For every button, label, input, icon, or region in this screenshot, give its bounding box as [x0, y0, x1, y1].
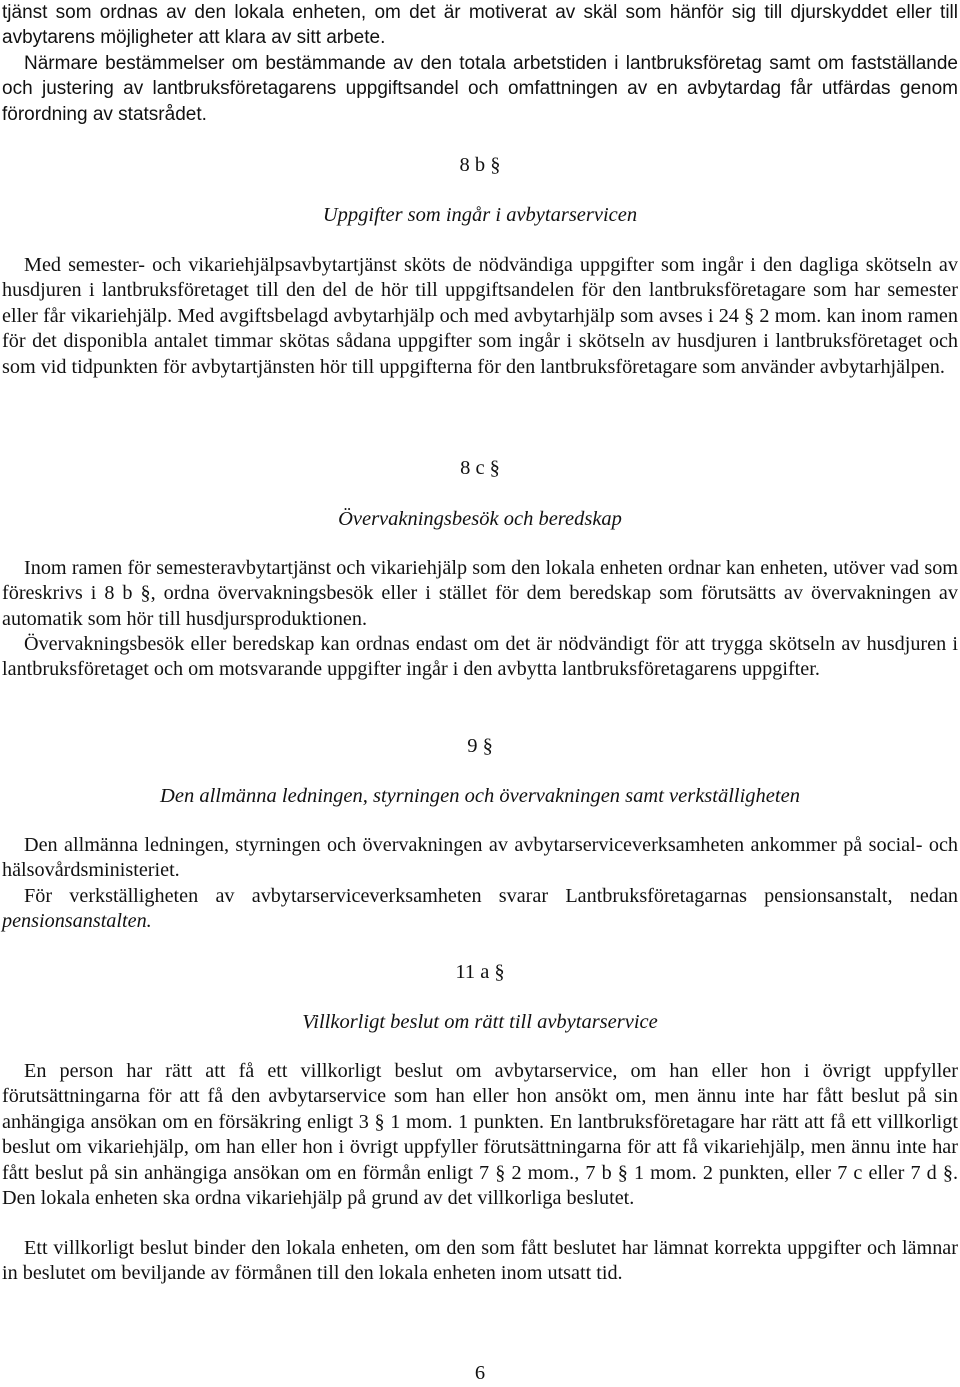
section-9-paragraph-2-text: För verkställigheten av avbytarserviceverksamheten svarar Lantbruksföretagarnas pensionsanstalt, nedan	[24, 885, 958, 907]
paragraph-intro-2: Närmare bestämmelser om bestämmande av den totala arbetstiden i lantbruksföretag samt om fastställande och justering av lantbruksföretagarens uppgiftsandel och omfattningen av en avbytardag får utfärdas genom förordning av statsrådet.	[2, 53, 958, 125]
section-9-number: 9 §	[467, 735, 493, 757]
paragraph-intro-1: tjänst som ordnas av den lokala enheten, om det är motiverat av skäl som hänför sig till djurskyddet eller till avbytarens möjligheter att klara av sitt arbete.	[2, 2, 958, 49]
section-8c-title: Övervakningsbesök och beredskap	[338, 508, 622, 530]
section-11a-title: Villkorligt beslut om rätt till avbytarservice	[302, 1011, 658, 1033]
page-number: 6	[474, 1362, 486, 1384]
section-8b-title: Uppgifter som ingår i avbytarservicen	[322, 204, 638, 226]
section-11a-number: 11 a §	[455, 961, 505, 983]
section-8b-paragraph: Med semester- och vikariehjälpsavbytartjänst sköts de nödvändiga uppgifter som ingår i den dagliga skötseln av husdjuren i lantbruksföretaget till den del de hör till uppgiftsandelen för den lantbruksföretagare som har semester eller får vikariehjälp. Med avgiftsbelagd avbytarhjälp och med avbytarhjälp som avses i 24 § 2 mom. kan inom ramen för det disponibla antalet timmar skötas sådana uppgifter som ingår i skötseln av husdjuren i lantbruksföretaget och som vid tidpunkten för avbytartjänsten hör till uppgifterna för den lantbruksföretagare som använder avbytarhjälpen.	[2, 254, 958, 378]
section-8c-paragraph-2: Övervakningsbesök eller beredskap kan ordnas endast om det är nödvändigt för att trygga skötseln av husdjuren i lantbruksföretaget och om motsvarande uppgifter ingår i den avbytta lantbruksföretagarens uppgifter.	[2, 633, 958, 681]
section-8b-number: 8 b §	[459, 154, 501, 176]
section-8c-number: 8 c §	[460, 457, 500, 479]
section-9-paragraph-2	[2, 884, 958, 935]
defined-term: pensionsanstalten.	[2, 910, 152, 933]
section-11a-paragraph-1: En person har rätt att få ett villkorligt beslut om avbytarservice, om han eller hon i övrigt uppfyller förutsättningarna för att få den avbytarservice som han eller hon ansökt om, men ännu inte har fått beslut på sin anhängiga ansökan om en försäkring enligt 3 § 1 mom. 1 punkten. En lantbruksföretagare har rätt att få ett villkorligt beslut om vikariehjälp, om han eller hon i övrigt uppfyller förutsättningarna för att få vikariehjälp, men ännu inte har fått beslut på sin anhängiga ansökan om en förmån enligt 7 § 2 mom., 7 b § 1 mom. 2 punkten, eller 7 c eller 7 d §. Den lokala enheten ska ordna vikariehjälp på grund av det villkorliga beslutet.	[2, 1060, 958, 1210]
section-11a-paragraph-2: Ett villkorligt beslut binder den lokala enheten, om den som fått beslutet har lämnat korrekta uppgifter och lämnar in beslutet om beviljande av förmånen till den lokala enheten inom utsatt tid.	[2, 1237, 958, 1285]
section-9-paragraph-1: Den allmänna ledningen, styrningen och övervakningen av avbytarserviceverksamheten ankommer på social- och hälsovårdsministeriet.	[2, 834, 958, 882]
section-8c-paragraph-1: Inom ramen för semesteravbytartjänst och vikariehjälp som den lokala enheten ordnar kan enheten, utöver vad som föreskrivs i 8 b §, ordna övervakningsbesök eller i stället för dem beredskap som förutsätts av övervakningen av automatik som hör till husdjursproduktionen.	[2, 557, 958, 630]
section-9-title: Den allmänna ledningen, styrningen och övervakningen samt verkställigheten	[160, 785, 800, 807]
